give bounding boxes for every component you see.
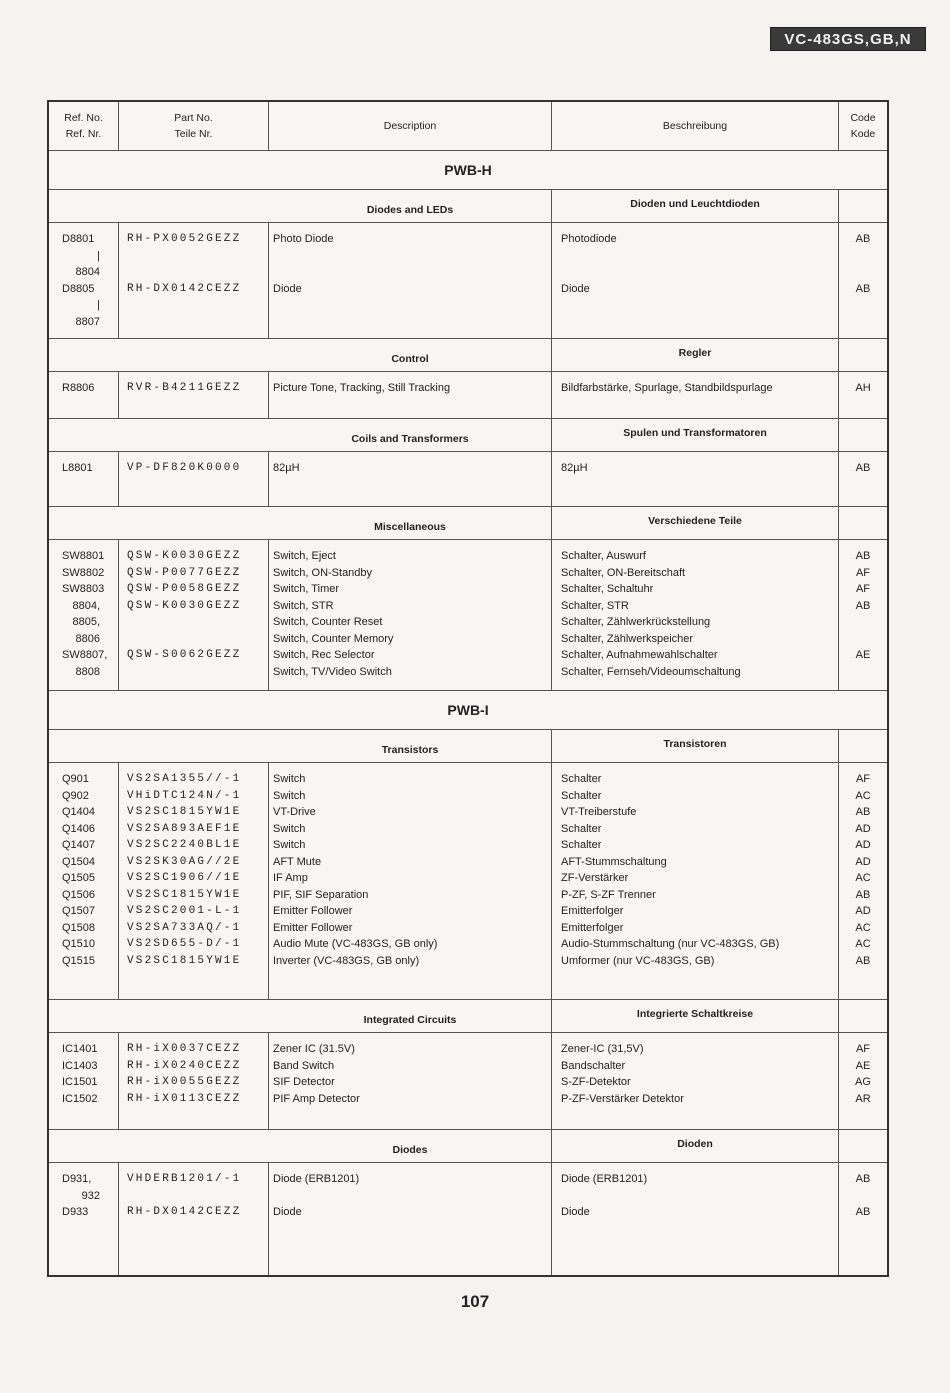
description-line: SIF Detector xyxy=(273,1076,335,1088)
group-title-row xyxy=(49,730,887,763)
description-line: Switch, Timer xyxy=(273,583,340,595)
ref-line: 8807 xyxy=(75,315,100,328)
description-line: Audio Mute (VC-483GS, GB only) xyxy=(273,938,438,950)
part-no-line: RVR-B4211GEZZ xyxy=(127,382,242,394)
description-line: Switch, Rec Selector xyxy=(273,649,375,661)
part-no-cell xyxy=(119,763,269,999)
ref-line: D931, xyxy=(62,1173,92,1185)
beschreibung-line: Audio-Stummschaltung (nur VC-483GS, GB) xyxy=(561,938,780,950)
description-line: PIF Amp Detector xyxy=(273,1092,360,1105)
part-no-line: VS2SA1355//-1 xyxy=(127,773,242,785)
ref-line: Q1507 xyxy=(62,905,96,917)
description-line: Switch, Counter Memory xyxy=(273,632,394,645)
ref-line: Q1505 xyxy=(62,872,96,884)
ref-cell xyxy=(49,452,119,506)
part-no-cell xyxy=(119,372,269,418)
ref-line: Q1508 xyxy=(62,921,96,934)
ref-line: | xyxy=(97,249,100,262)
group-title-code-spacer xyxy=(839,1130,887,1162)
group-title-en: Miscellaneous xyxy=(49,507,552,539)
ref-line: IC1403 xyxy=(62,1059,98,1072)
description-line: Picture Tone, Tracking, Still Tracking xyxy=(273,382,451,394)
code-cell xyxy=(839,223,887,338)
part-no-cell xyxy=(119,223,269,338)
code-cell xyxy=(839,1163,887,1275)
description-line: VT-Drive xyxy=(273,806,316,818)
part-no-line: VS2SC1815YW1E xyxy=(127,888,242,901)
beschreibung-line: ZF-Verstärker xyxy=(561,872,629,884)
board-title: PWB-I xyxy=(49,691,887,730)
description-line: PIF, SIF Separation xyxy=(273,888,369,901)
part-no-cell xyxy=(119,1163,269,1275)
beschreibung-line: P-ZF-Verstärker Detektor xyxy=(561,1092,684,1105)
group-title-code-spacer xyxy=(839,507,887,539)
group-title-de: Verschiedene Teile xyxy=(552,507,839,539)
group-title-code-spacer xyxy=(839,419,887,451)
group-title-en: Coils and Transformers xyxy=(49,419,552,451)
code-line xyxy=(839,248,887,265)
ref-line: SW8807, xyxy=(62,649,108,661)
beschreibung-line: Bildfarbstärke, Spurlage, Standbildspurlage xyxy=(561,382,773,394)
beschreibung-line: Photodiode xyxy=(561,233,617,245)
code-line: AB xyxy=(855,1173,871,1185)
beschreibung-line: Schalter, Fernseh/Videoumschaltung xyxy=(561,665,741,678)
header-code-de: Kode xyxy=(850,128,876,140)
description-line: Switch xyxy=(273,789,306,802)
description-cell xyxy=(269,540,552,690)
ref-line: 8804 xyxy=(75,266,100,278)
beschreibung-line: P-ZF, S-ZF Trenner xyxy=(561,888,656,901)
part-no-line: VS2SC1815YW1E xyxy=(127,806,242,818)
part-no-line: RH-iX0240CEZZ xyxy=(127,1059,242,1072)
parts-table xyxy=(47,100,889,1277)
header-ref-no-de: Ref. Nr. xyxy=(65,128,102,140)
part-no-line: VHDERB1201/-1 xyxy=(127,1173,242,1185)
group-title-code-spacer xyxy=(839,339,887,371)
group-title-en: Transistors xyxy=(49,730,552,762)
ref-cell xyxy=(49,763,119,999)
description-cell xyxy=(269,223,552,338)
table-row xyxy=(49,540,887,691)
code-line: AB xyxy=(855,462,871,474)
beschreibung-cell xyxy=(552,223,839,338)
description-line: IF Amp xyxy=(273,872,308,884)
code-line: AF xyxy=(855,583,871,595)
part-no-line xyxy=(119,1188,268,1205)
code-line: AG xyxy=(855,1076,871,1088)
description-cell xyxy=(269,452,552,506)
code-line: AB xyxy=(855,599,871,612)
code-line: AF xyxy=(855,773,871,785)
ref-line: IC1502 xyxy=(62,1092,98,1105)
part-no-line: RH-iX0055GEZZ xyxy=(127,1076,242,1088)
part-no-line: RH-PX0052GEZZ xyxy=(127,233,242,245)
code-cell xyxy=(839,763,887,999)
code-cell xyxy=(839,372,887,418)
part-no-line: RH-iX0037CEZZ xyxy=(127,1043,242,1055)
description-line: Diode (ERB1201) xyxy=(273,1173,360,1185)
code-line: AC xyxy=(855,872,871,884)
beschreibung-line: Schalter, Aufnahmewahlschalter xyxy=(561,649,718,661)
code-cell xyxy=(839,1033,887,1129)
part-no-line xyxy=(119,631,268,648)
header-code xyxy=(839,102,887,150)
part-no-cell xyxy=(119,1033,269,1129)
ref-line: IC1501 xyxy=(62,1076,98,1088)
ref-line: Q1504 xyxy=(62,855,96,868)
beschreibung-line: Schalter xyxy=(561,839,602,851)
group-title-code-spacer xyxy=(839,730,887,762)
code-line: AC xyxy=(855,789,871,802)
code-line: AB xyxy=(855,888,871,901)
code-line: AD xyxy=(855,822,871,835)
code-cell xyxy=(839,452,887,506)
part-no-line: QSW-P0058GEZZ xyxy=(127,583,242,595)
code-line: AC xyxy=(855,921,871,934)
beschreibung-line: Emitterfolger xyxy=(561,905,624,917)
beschreibung-cell xyxy=(552,452,839,506)
code-line: AB xyxy=(855,233,871,245)
table-row xyxy=(49,763,887,1000)
part-no-line: QSW-P0077GEZZ xyxy=(127,566,242,579)
group-title-de: Dioden und Leuchtdioden xyxy=(552,190,839,222)
group-title-row xyxy=(49,1130,887,1163)
part-no-line: QSW-K0030GEZZ xyxy=(127,550,242,562)
part-no-line: VS2SA893AEF1E xyxy=(127,822,242,835)
ref-line: IC1401 xyxy=(62,1043,98,1055)
description-line: Switch xyxy=(273,822,306,835)
beschreibung-line: Schalter, Zählwerkspeicher xyxy=(561,632,694,645)
part-no-line: VS2SC1906//1E xyxy=(127,872,242,884)
beschreibung-line: Diode (ERB1201) xyxy=(561,1173,648,1185)
table-row xyxy=(49,223,887,339)
table-header-row xyxy=(49,102,887,151)
ref-cell xyxy=(49,1033,119,1129)
ref-line: Q1404 xyxy=(62,806,96,818)
part-no-line: QSW-K0030GEZZ xyxy=(127,599,242,612)
group-title-row xyxy=(49,419,887,452)
header-description-label: Description xyxy=(383,120,437,132)
beschreibung-cell xyxy=(552,763,839,999)
header-part-no-en: Part No. xyxy=(174,112,213,124)
table-row xyxy=(49,1033,887,1130)
description-cell xyxy=(269,1033,552,1129)
table-row xyxy=(49,452,887,507)
description-line: Diode xyxy=(273,282,302,295)
ref-line: R8806 xyxy=(62,382,95,394)
group-title-row xyxy=(49,339,887,372)
beschreibung-cell xyxy=(552,540,839,690)
code-line xyxy=(839,264,887,281)
ref-line: Q1406 xyxy=(62,822,96,835)
header-beschreibung-label: Beschreibung xyxy=(662,120,728,132)
header-part-no xyxy=(119,102,269,150)
group-title-row xyxy=(49,1000,887,1033)
header-ref-no xyxy=(49,102,119,150)
description-line: Band Switch xyxy=(273,1059,335,1072)
beschreibung-line: Schalter, STR xyxy=(561,599,629,612)
model-badge: VC-483GS,GB,N xyxy=(770,27,926,51)
code-line: AC xyxy=(855,938,871,950)
part-no-line: RH-iX0113CEZZ xyxy=(127,1092,242,1105)
group-title-en: Integrated Circuits xyxy=(49,1000,552,1032)
description-line: 82µH xyxy=(273,462,300,474)
header-description xyxy=(269,102,552,150)
description-line: Switch xyxy=(273,839,306,851)
ref-line: 8806 xyxy=(75,632,100,645)
part-no-line: VS2SA733AQ/-1 xyxy=(127,921,242,934)
part-no-line xyxy=(119,664,268,681)
code-line: AB xyxy=(855,1206,871,1218)
group-title-en: Diodes and LEDs xyxy=(49,190,552,222)
description-line: Switch xyxy=(273,773,306,785)
table-row xyxy=(49,372,887,419)
ref-line: 932 xyxy=(81,1189,100,1202)
code-line: AD xyxy=(855,855,871,868)
ref-line: SW8803 xyxy=(62,583,105,595)
beschreibung-line: Schalter, Schaltuhr xyxy=(561,583,654,595)
beschreibung-line: Schalter xyxy=(561,789,602,802)
ref-line: L8801 xyxy=(62,462,93,474)
ref-line: Q1515 xyxy=(62,954,96,967)
group-title-code-spacer xyxy=(839,1000,887,1032)
part-no-cell xyxy=(119,452,269,506)
ref-line: | xyxy=(97,299,100,311)
ref-line: SW8802 xyxy=(62,566,105,579)
beschreibung-line: AFT-Stummschaltung xyxy=(561,855,667,868)
code-line xyxy=(839,614,887,631)
beschreibung-line: Bandschalter xyxy=(561,1059,626,1072)
part-no-line: VS2SC2001-L-1 xyxy=(127,905,242,917)
ref-line: 8808 xyxy=(75,665,100,678)
code-cell xyxy=(839,540,887,690)
description-cell xyxy=(269,372,552,418)
code-line: AH xyxy=(855,382,871,394)
beschreibung-line: VT-Treiberstufe xyxy=(561,806,637,818)
description-line: Switch, ON-Standby xyxy=(273,566,373,579)
part-no-line xyxy=(119,264,268,281)
group-title-row xyxy=(49,190,887,223)
ref-line: SW8801 xyxy=(62,550,105,562)
description-line xyxy=(269,264,551,281)
part-no-line: VS2SK30AG//2E xyxy=(127,855,242,868)
beschreibung-line: Schalter, Zählwerkrückstellung xyxy=(561,616,711,628)
beschreibung-line xyxy=(552,1188,838,1205)
ref-line: D8801 xyxy=(62,233,95,245)
ref-line: Q1506 xyxy=(62,888,96,901)
description-line: Emitter Follower xyxy=(273,905,353,917)
table-row xyxy=(49,1163,887,1275)
page-number: 107 xyxy=(460,1292,490,1311)
part-no-line: VS2SC1815YW1E xyxy=(127,954,242,967)
description-cell xyxy=(269,763,552,999)
code-line xyxy=(839,631,887,648)
code-line: AB xyxy=(855,954,871,967)
description-line: Photo Diode xyxy=(273,233,334,245)
group-title-en: Diodes xyxy=(49,1130,552,1162)
header-beschreibung xyxy=(552,102,839,150)
group-title-de: Transistoren xyxy=(552,730,839,762)
description-cell xyxy=(269,1163,552,1275)
board-title: PWB-H xyxy=(49,151,887,190)
beschreibung-cell xyxy=(552,1033,839,1129)
ref-cell xyxy=(49,372,119,418)
beschreibung-line: Schalter xyxy=(561,822,602,835)
group-title-de: Spulen und Transformatoren xyxy=(552,419,839,451)
ref-line: Q902 xyxy=(62,789,89,802)
description-line: Zener IC (31.5V) xyxy=(273,1043,355,1055)
ref-cell xyxy=(49,540,119,690)
group-title-de: Integrierte Schaltkreise xyxy=(552,1000,839,1032)
beschreibung-line: Diode xyxy=(561,1206,590,1218)
group-title-row xyxy=(49,507,887,540)
code-line: AB xyxy=(855,806,871,818)
ref-line: 8805, xyxy=(72,616,100,628)
beschreibung-line xyxy=(552,264,838,281)
ref-line: Q1407 xyxy=(62,839,96,851)
part-no-line: VP-DF820K0000 xyxy=(127,462,242,474)
ref-line: D933 xyxy=(62,1206,89,1218)
part-no-line: RH-DX0142CEZZ xyxy=(127,1206,242,1218)
description-line: AFT Mute xyxy=(273,855,322,868)
code-line xyxy=(839,1188,887,1205)
ref-cell xyxy=(49,1163,119,1275)
beschreibung-line: S-ZF-Detektor xyxy=(561,1076,631,1088)
ref-line: Q1510 xyxy=(62,938,96,950)
description-line: Switch, STR xyxy=(273,599,334,612)
code-line: AD xyxy=(855,839,871,851)
ref-cell xyxy=(49,223,119,338)
code-line: AE xyxy=(855,1059,871,1072)
group-title-de: Regler xyxy=(552,339,839,371)
code-line: AE xyxy=(855,649,871,661)
description-line xyxy=(269,248,551,265)
part-no-line: VS2SC2240BL1E xyxy=(127,839,242,851)
description-line: Switch, Eject xyxy=(273,550,336,562)
beschreibung-line xyxy=(552,248,838,265)
description-line: Switch, Counter Reset xyxy=(273,616,383,628)
code-line xyxy=(839,664,887,681)
ref-line: 8804, xyxy=(72,599,100,612)
group-title-de: Dioden xyxy=(552,1130,839,1162)
description-line: Diode xyxy=(273,1206,302,1218)
beschreibung-line: Schalter, Auswurf xyxy=(561,550,646,562)
ref-line: Q901 xyxy=(62,773,89,785)
part-no-line: VS2SD655-D/-1 xyxy=(127,938,242,950)
part-no-cell xyxy=(119,540,269,690)
part-no-line: QSW-S0062GEZZ xyxy=(127,649,242,661)
group-title-code-spacer xyxy=(839,190,887,222)
table-body xyxy=(49,151,887,1275)
group-title-en: Control xyxy=(49,339,552,371)
code-line: AB xyxy=(855,550,871,562)
code-line: AB xyxy=(855,282,871,295)
beschreibung-line: Umformer (nur VC-483GS, GB) xyxy=(561,954,715,967)
beschreibung-line: 82µH xyxy=(561,462,588,474)
beschreibung-line: Emitterfolger xyxy=(561,921,624,934)
code-line: AD xyxy=(855,905,871,917)
header-ref-no-en: Ref. No. xyxy=(64,112,103,124)
beschreibung-line: Diode xyxy=(561,282,590,295)
code-line: AF xyxy=(855,566,871,579)
header-part-no-de: Teile Nr. xyxy=(174,128,213,140)
description-line: Switch, TV/Video Switch xyxy=(273,665,392,678)
part-no-line: RH-DX0142CEZZ xyxy=(127,282,242,295)
part-no-line xyxy=(119,248,268,265)
description-line xyxy=(269,1188,551,1205)
code-line: AF xyxy=(855,1043,871,1055)
beschreibung-line: Schalter xyxy=(561,773,602,785)
beschreibung-line: Schalter, ON-Bereitschaft xyxy=(561,566,686,579)
beschreibung-cell xyxy=(552,1163,839,1275)
beschreibung-line: Zener-IC (31,5V) xyxy=(561,1043,644,1055)
part-no-line xyxy=(119,614,268,631)
part-no-line: VHiDTC124N/-1 xyxy=(127,789,242,802)
beschreibung-cell xyxy=(552,372,839,418)
description-line: Emitter Follower xyxy=(273,921,353,934)
description-line: Inverter (VC-483GS, GB only) xyxy=(273,954,420,967)
code-line: AR xyxy=(855,1092,871,1105)
header-code-en: Code xyxy=(850,112,876,124)
ref-line: D8805 xyxy=(62,282,95,295)
